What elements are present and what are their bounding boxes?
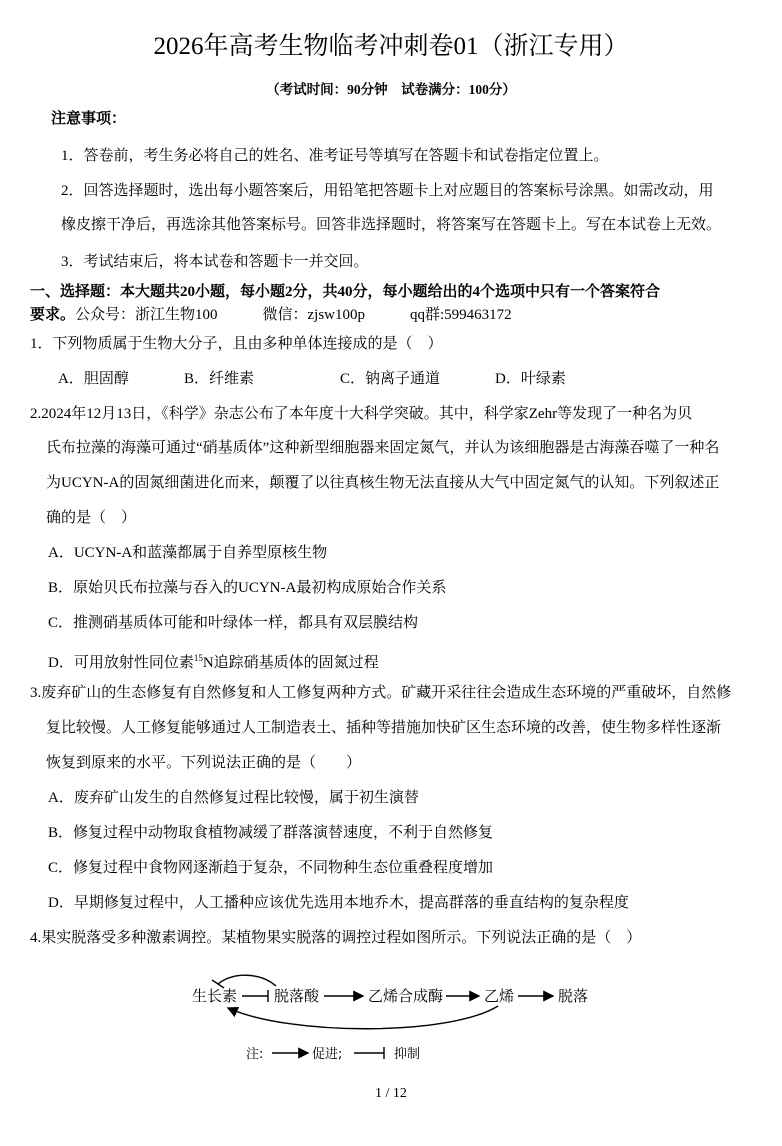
- legend-promote: 促进;: [312, 1047, 343, 1062]
- notice-item-3: 3．考试结束后，将本试卷和答题卡一并交回。: [61, 254, 369, 270]
- section-contact: 公众号：浙江生物100 微信：zjsw100p qq群:599463172: [75, 307, 512, 323]
- q2-option-c: C．推测硝基质体可能和叶绿体一样，都具有双层膜结构: [48, 615, 419, 631]
- page-number: 1 / 12: [375, 1086, 407, 1101]
- legend-inhibit: 抑制: [394, 1047, 421, 1062]
- q1-option-b: B．纤维素: [184, 371, 255, 387]
- node-ethylene: 乙烯: [484, 987, 515, 1005]
- q3-option-c: C．修复过程中食物网逐渐趋于复杂，不同物种生态位重叠程度增加: [48, 860, 494, 876]
- q3-option-d: D．早期修复过程中，人工播种应该优先选用本地乔木，提高群落的垂直结构的复杂程度: [48, 895, 629, 911]
- q1-option-a: A．胆固醇: [58, 371, 129, 387]
- node-ethylene-synthase: 乙烯合成酶: [368, 987, 444, 1005]
- section-heading: 一、选择题：本大题共20小题，每小题2分，共40分，每小题给出的4个选项中只有一个答案符合: [30, 284, 661, 300]
- promote-curve: [228, 1006, 498, 1029]
- q1-option-d: D．叶绿素: [495, 371, 566, 387]
- q4-stem: 4.果实脱落受多种激素调控。某植物果实脱落的调控过程如图所示。下列说法正确的是（ ）: [30, 930, 642, 946]
- section-heading-line-2: [30, 305, 512, 325]
- q1-option-c: C．钠离子通道: [340, 371, 441, 387]
- notice-item-1: 1．答卷前，考生务必将自己的姓名、准考证号等填写在答题卡和试卷指定位置上。: [61, 148, 609, 164]
- notice-item-2-line-1: 2．回答选择题时，选出每小题答案后，用铅笔把答题卡上对应题目的答案标号涂黑。如需改动，用: [61, 183, 714, 199]
- q2-option-a: A．UCYN-A和蓝藻都属于自养型原核生物: [48, 545, 328, 561]
- isotope-superscript: 15: [193, 653, 203, 663]
- page-title: 2026年高考生物临考冲刺卷01（浙江专用）: [153, 33, 629, 60]
- q2-option-d-text-end: N追踪硝基质体的固氮过程: [202, 655, 379, 671]
- notice-item-2-line-2: 橡皮擦干净后，再选涂其他答案标号。回答非选择题时，将答案写在答题卡上。写在本试卷上无效。: [61, 217, 722, 233]
- q2-option-d-text: D．可用放射性同位素: [48, 655, 194, 671]
- node-abscisic-acid: 脱落酸: [274, 987, 320, 1005]
- notice-heading: 注意事项：: [51, 111, 127, 127]
- exam-info: （考试时间：90分钟 试卷满分：100分）: [266, 82, 516, 97]
- section-requirement: 要求。: [30, 307, 76, 323]
- q2-stem-line-4: 确的是（ ）: [46, 510, 137, 526]
- hormone-regulation-diagram: [180, 970, 620, 1070]
- q2-stem-line-3: 为UCYN-A的固氮细菌进化而来，颠覆了以往真核生物无法直接从大气中固定氮气的认知。下列叙述正: [46, 475, 720, 491]
- q2-stem-line-1: 2.2024年12月13日，《科学》杂志公布了本年度十大科学突破。其中，科学家Zehr等发现了一种名为贝: [30, 406, 693, 422]
- q3-stem-line-3: 恢复到原来的水平。下列说法正确的是（ ）: [46, 755, 362, 771]
- q3-option-a: A．废弃矿山发生的自然修复过程比较慢，属于初生演替: [48, 790, 419, 806]
- q3-option-b: B．修复过程中动物取食植物减缓了群落演替速度，不利于自然修复: [48, 825, 494, 841]
- q3-stem-line-2: 复比较慢。人工修复能够通过人工制造表土、插种等措施加快矿区生态环境的改善，使生物多样性逐渐: [46, 720, 722, 736]
- q2-option-b: B．原始贝氏布拉藻与吞入的UCYN-A最初构成原始合作关系: [48, 580, 447, 596]
- q3-stem-line-1: 3.废弃矿山的生态修复有自然修复和人工修复两种方式。矿藏开采往往会造成生态环境的严重破坏，自然修: [30, 685, 732, 701]
- node-abscission: 脱落: [558, 987, 589, 1005]
- legend-prefix: 注:: [246, 1047, 264, 1062]
- node-auxin: 生长素: [192, 987, 238, 1005]
- q1-stem: 1．下列物质属于生物大分子，且由多种单体连接成的是（ ）: [30, 336, 443, 352]
- q2-option-d: [48, 648, 379, 673]
- q2-stem-line-2: 氏布拉藻的海藻可通过“硝基质体”这种新型细胞器来固定氮气，并认为该细胞器是古海藻吞噬了一种名: [46, 440, 720, 456]
- inhibit-curve: [218, 975, 276, 986]
